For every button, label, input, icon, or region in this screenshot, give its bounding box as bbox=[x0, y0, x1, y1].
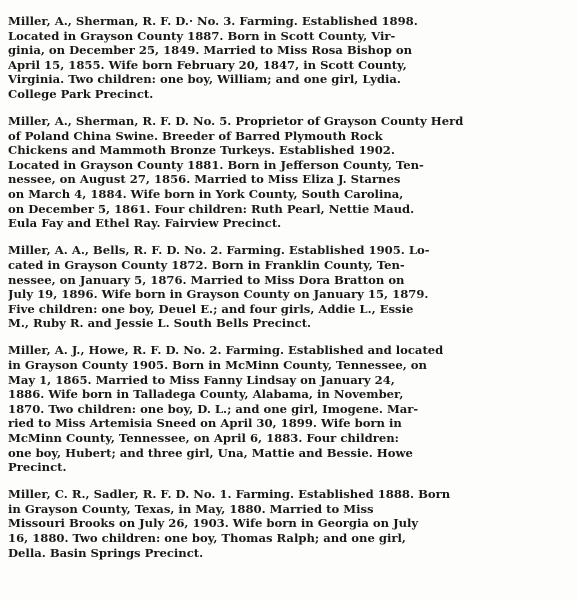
entry-line: Miller, A. J., Howe, R. F. D. No. 2. Farming. Established and located bbox=[8, 343, 444, 358]
entry-line: Eula Fay and Ethel Ray. Fairview Precinct. bbox=[8, 216, 282, 231]
entry-line: nessee, on August 27, 1856. Married to Miss Eliza J. Starnes bbox=[8, 172, 401, 187]
entry-line: ried to Miss Artemisia Sneed on April 30, 1899. Wife born in bbox=[8, 416, 402, 431]
biography-entry-1 bbox=[8, 14, 568, 102]
entry-line: ginia, on December 25, 1849. Married to Miss Rosa Bishop on bbox=[8, 43, 413, 58]
entry-line: Missouri Brooks on July 26, 1903. Wife born in Georgia on July bbox=[8, 516, 419, 531]
entry-line: on December 5, 1861. Four children: Ruth Pearl, Nettie Maud. bbox=[8, 201, 415, 216]
entry-line: Precinct. bbox=[8, 460, 67, 475]
entry-line: 1870. Two children: one boy, D. L.; and one girl, Imogene. Mar- bbox=[8, 401, 419, 416]
biography-entry-4 bbox=[8, 343, 568, 474]
entry-line: Miller, C. R., Sadler, R. F. D. No. 1. Farming. Established 1888. Born bbox=[8, 487, 451, 502]
entry-line: cated in Grayson County 1872. Born in Franklin County, Ten- bbox=[8, 257, 405, 272]
entry-line: Located in Grayson County 1881. Born in Jefferson County, Ten- bbox=[8, 157, 424, 172]
entry-line: nessee, on January 5, 1876. Married to Miss Dora Bratton on bbox=[8, 272, 405, 287]
biography-entry-2 bbox=[8, 114, 568, 231]
entry-line: McMinn County, Tennessee, on April 6, 1883. Four children: bbox=[8, 430, 399, 445]
entry-line: M., Ruby R. and Jessie L. South Bells Precinct. bbox=[8, 316, 312, 331]
entry-line: Five children: one boy, Deuel E.; and four girls, Addie L., Essie bbox=[8, 301, 414, 316]
entry-line: one boy, Hubert; and three girl, Una, Mattie and Bessie. Howe bbox=[8, 445, 413, 460]
entry-line: Miller, A. A., Bells, R. F. D. No. 2. Farming. Established 1905. Lo- bbox=[8, 243, 430, 258]
entry-line: Virginia. Two children: one boy, William; and one girl, Lydia. bbox=[8, 72, 401, 87]
entry-line: in Grayson County 1905. Born in McMinn County, Tennessee, on bbox=[8, 357, 427, 372]
entry-line: 16, 1880. Two children: one boy, Thomas Ralph; and one girl, bbox=[8, 531, 406, 545]
entry-line: 1886. Wife born in Talladega County, Alabama, in November, bbox=[8, 387, 404, 402]
entry-line: in Grayson County, Texas, in May, 1880. Married to Miss bbox=[8, 501, 374, 516]
biography-entry-3 bbox=[8, 243, 568, 331]
entry-line: Miller, A., Sherman, R. F. D.· No. 3. Farming. Established 1898. bbox=[8, 14, 418, 28]
entry-line: July 19, 1896. Wife born in Grayson County on January 15, 1879. bbox=[8, 287, 429, 302]
entry-line: on March 4, 1884. Wife born in York County, South Carolina, bbox=[8, 187, 404, 202]
entry-line: College Park Precinct. bbox=[8, 86, 154, 101]
biography-entry-5 bbox=[8, 487, 568, 560]
entry-line: Miller, A., Sherman, R. F. D. No. 5. Proprietor of Grayson County Herd bbox=[8, 114, 464, 129]
entry-line: Located in Grayson County 1887. Born in Scott County, Vir- bbox=[8, 28, 396, 43]
entry-line: Chickens and Mammoth Bronze Turkeys. Established 1902. bbox=[8, 143, 395, 158]
entry-line: Della. Basin Springs Precinct. bbox=[8, 545, 204, 560]
entry-line: April 15, 1855. Wife born February 20, 1847, in Scott County, bbox=[8, 57, 407, 72]
entry-line: May 1, 1865. Married to Miss Fanny Lindsay on January 24, bbox=[8, 372, 395, 387]
entry-line: of Poland China Swine. Breeder of Barred Plymouth Rock bbox=[8, 128, 383, 143]
